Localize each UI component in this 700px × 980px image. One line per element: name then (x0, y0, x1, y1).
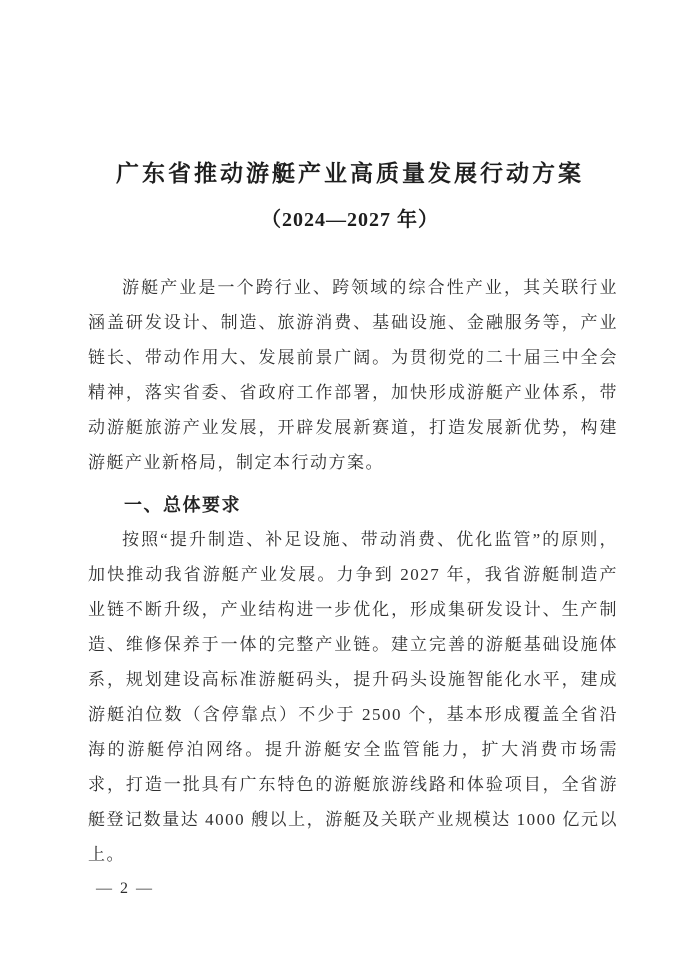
page-number: — 2 — (96, 880, 154, 897)
document-subtitle: （2024—2027 年） (261, 209, 439, 231)
document-title: 广东省推动游艇产业高质量发展行动方案 (116, 161, 584, 186)
section-body-paragraph: 按照“提升制造、补足设施、带动消费、优化监管”的原则，加快推动我省游艇产业发展。力争到 2027 年，我省游艇制造产业链不断升级，产业结构进一步优化，形成集研发设计、生产制造、维修保养于一体的完整产业链。建立完善的游艇基础设施体系，规划建设高标准游艇码头，提升码头设施智能化水平，建成游艇泊位数（含停靠点）不少于 2500 个，基本形成覆盖全省沿海的游艇停泊网络。提升游艇安全监管能力，扩大消费市场需求，打造一批具有广东特色的游艇旅游线路和体验项目，全省游艇登记数量达 4000 艘以上，游艇及关联产业规模达 1000 亿元以上。 (88, 530, 618, 864)
section-heading-overall-requirements: 一、总体要求 (124, 495, 241, 515)
intro-paragraph: 游艇产业是一个跨行业、跨领域的综合性产业，其关联行业涵盖研发设计、制造、旅游消费、基础设施、金融服务等，产业链长、带动作用大、发展前景广阔。为贯彻党的二十届三中全会精神，落实省委、省政府工作部署，加快形成游艇产业体系，带动游艇旅游产业发展，开辟发展新赛道，打造发展新优势，构建游艇产业新格局，制定本行动方案。 (88, 278, 618, 472)
